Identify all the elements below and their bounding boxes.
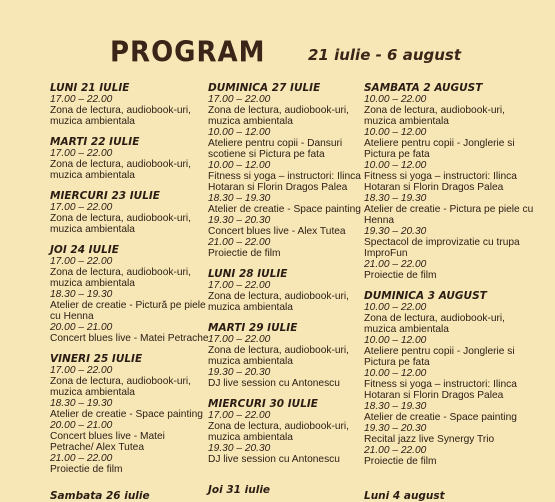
event-description: DJ live session cu Antonescu: [208, 378, 340, 389]
event-item: [208, 160, 368, 193]
event-time: 19.30 – 20.30: [208, 215, 271, 226]
event-description: Proiectie de film: [208, 248, 281, 259]
event-time: 10.00 – 12.00: [364, 160, 427, 171]
event-time: 18.30 – 19.30: [50, 398, 113, 409]
event-description: Zona de lectura, audiobook-uri, muzica ambientala: [364, 105, 506, 127]
event-description: DJ live session cu Antonescu: [208, 454, 340, 465]
event-time: 17.00 – 22.00: [50, 202, 113, 213]
day-block: [364, 82, 534, 281]
day-block: [50, 353, 210, 475]
event-time: 10.00 – 12.00: [208, 127, 271, 138]
event-description: Recital jazz live Synergy Trio: [364, 434, 495, 445]
event-item: [364, 401, 534, 423]
event-description: Zona de lectura, audiobook-uri, muzica ambientala: [208, 105, 350, 127]
event-description: Fitness si yoga – instructori: Ilinca Hotaran si Florin Dragos Palea: [364, 379, 517, 401]
event-time: 21.00 – 22.00: [364, 259, 427, 270]
event-time: 17.00 – 22.00: [50, 94, 113, 105]
event-item: [208, 334, 368, 367]
event-item: [364, 445, 534, 467]
day-title: LUNI 28 IULIE: [208, 268, 288, 280]
event-description: Proiectie de film: [364, 456, 437, 467]
event-time: 21.00 – 22.00: [208, 237, 271, 248]
day-block: [50, 244, 210, 344]
event-time: 10.00 – 22.00: [364, 302, 427, 313]
day-title: MARTI 22 IULIE: [50, 136, 140, 148]
event-time: 19.30 – 20.30: [364, 226, 427, 237]
day-title: DUMINICA 27 IULIE: [208, 82, 321, 94]
event-description: Zona de lectura, audiobook-uri, muzica ambientala: [208, 345, 350, 367]
event-time: 10.00 – 12.00: [208, 160, 271, 171]
event-time: 17.00 – 22.00: [50, 365, 113, 376]
event-description: Atelier de creatie - Pictură pe piele cu Henna: [50, 300, 206, 322]
day-title: DUMINICA 3 AUGUST: [364, 290, 487, 302]
event-time: 18.30 – 19.30: [208, 193, 271, 204]
event-description: Zona de lectura, audiobook-uri, muzica ambientala: [364, 313, 506, 335]
event-time: 21.00 – 22.00: [50, 453, 113, 464]
event-description: Fitness si yoga – instructori: Ilinca Hotaran si Florin Dragos Palea: [364, 171, 517, 193]
event-item: [208, 367, 368, 389]
event-item: [364, 226, 534, 259]
day-block: [208, 322, 368, 389]
event-item: [364, 302, 534, 335]
date-range: 21 iulie - 6 august: [308, 46, 462, 64]
event-item: [50, 322, 210, 344]
event-description: Concert blues live - Matei Petrache/ Alex Tutea: [50, 431, 165, 453]
event-time: 10.00 – 12.00: [364, 335, 427, 346]
day-title: VINERI 25 IULIE: [50, 353, 143, 365]
event-time: 19.30 – 20.30: [364, 423, 427, 434]
event-item: [208, 443, 368, 465]
day-title: MARTI 29 IULIE: [208, 322, 298, 334]
event-time: 18.30 – 19.30: [364, 401, 427, 412]
event-description: Proiectie de film: [364, 270, 437, 281]
event-item: [364, 127, 534, 160]
event-description: Zona de lectura, audiobook-uri, muzica ambientala: [50, 159, 192, 181]
day-block: [50, 190, 210, 235]
page-title: PROGRAM: [110, 36, 266, 70]
event-time: 17.00 – 22.00: [50, 256, 113, 267]
event-item: [364, 193, 534, 226]
event-description: Atelier de creatie - Space painting: [50, 409, 203, 420]
event-time: 20.00 – 21.00: [50, 420, 113, 431]
event-item: [50, 365, 210, 398]
event-time: 17.00 – 22.00: [50, 148, 113, 159]
event-item: [364, 160, 534, 193]
event-item: [208, 280, 368, 313]
event-item: [208, 215, 368, 237]
event-item: [50, 148, 210, 181]
event-item: [364, 94, 534, 127]
event-item: [50, 289, 210, 322]
event-time: 18.30 – 19.30: [364, 193, 427, 204]
event-description: Fitness si yoga – instructori: Ilinca Hotaran si Florin Dragos Palea: [208, 171, 361, 193]
event-description: Zona de lectura, audiobook-uri, muzica ambientala: [50, 213, 192, 235]
event-description: Zona de lectura, audiobook-uri, muzica ambientala: [50, 267, 192, 289]
day-block: [364, 290, 534, 467]
event-item: [364, 335, 534, 368]
day-title: MIERCURI 23 IULIE: [50, 190, 160, 202]
cutoff-day-title-3: Luni 4 august: [364, 490, 445, 502]
event-item: [208, 237, 368, 259]
day-block: [208, 268, 368, 313]
event-time: 10.00 – 12.00: [364, 368, 427, 379]
day-title: LUNI 21 IULIE: [50, 82, 130, 94]
day-block: [50, 136, 210, 181]
event-description: Atelier de creatie - Pictura pe piele cu Henna: [364, 204, 534, 226]
day-block: [208, 398, 368, 465]
event-item: [208, 193, 368, 215]
event-item: [50, 94, 210, 127]
day-title: SAMBATA 2 AUGUST: [364, 82, 483, 94]
event-description: Concert blues live - Alex Tutea: [208, 226, 346, 237]
event-item: [364, 259, 534, 281]
event-description: Ateliere pentru copii - Jonglerie si Pictura pe fata: [364, 346, 515, 368]
event-time: 17.00 – 22.00: [208, 334, 271, 345]
event-time: 18.30 – 19.30: [50, 289, 113, 300]
event-item: [50, 202, 210, 235]
event-description: Zona de lectura, audiobook-uri, muzica ambientala: [208, 421, 350, 443]
event-time: 19.30 – 20.30: [208, 367, 271, 378]
event-time: 17.00 – 22.00: [208, 94, 271, 105]
event-description: Atelier de creatie - Space painting: [208, 204, 361, 215]
schedule-column-3: [364, 82, 534, 476]
event-time: 21.00 – 22.00: [364, 445, 427, 456]
event-description: Zona de lectura, audiobook-uri, muzica ambientala: [208, 291, 350, 313]
event-item: [50, 453, 210, 475]
event-description: Ateliere pentru copii - Dansuri scotiene si Pictura pe fata: [208, 138, 343, 160]
event-time: 20.00 – 21.00: [50, 322, 113, 333]
event-item: [364, 423, 534, 445]
day-title: MIERCURI 30 IULIE: [208, 398, 318, 410]
day-block: [50, 82, 210, 127]
day-block: [208, 82, 368, 259]
event-item: [208, 410, 368, 443]
event-description: Atelier de creatie - Space painting: [364, 412, 517, 423]
cutoff-day-title-2: Joi 31 iulie: [208, 484, 271, 496]
event-time: 10.00 – 12.00: [364, 127, 427, 138]
schedule-column-1: [50, 82, 210, 484]
event-item: [364, 368, 534, 401]
event-description: Spectacol de improvizatie cu trupa ImproFun: [364, 237, 520, 259]
event-time: 17.00 – 22.00: [208, 410, 271, 421]
event-item: [50, 256, 210, 289]
event-item: [50, 420, 210, 453]
event-description: Concert blues live - Matei Petrache: [50, 333, 209, 344]
event-description: Ateliere pentru copii - Jonglerie si Pictura pe fata: [364, 138, 515, 160]
event-time: 10.00 – 22.00: [364, 94, 427, 105]
event-item: [208, 127, 368, 160]
event-item: [50, 398, 210, 420]
schedule-column-2: [208, 82, 368, 474]
day-title: JOI 24 IULIE: [50, 244, 119, 256]
cutoff-day-title-1: Sambata 26 iulie: [50, 490, 150, 502]
event-description: Proiectie de film: [50, 464, 123, 475]
event-item: [208, 94, 368, 127]
event-description: Zona de lectura, audiobook-uri, muzica ambientala: [50, 105, 192, 127]
event-time: 19.30 – 20.30: [208, 443, 271, 454]
event-time: 17.00 – 22.00: [208, 280, 271, 291]
event-description: Zona de lectura, audiobook-uri, muzica ambientala: [50, 376, 192, 398]
